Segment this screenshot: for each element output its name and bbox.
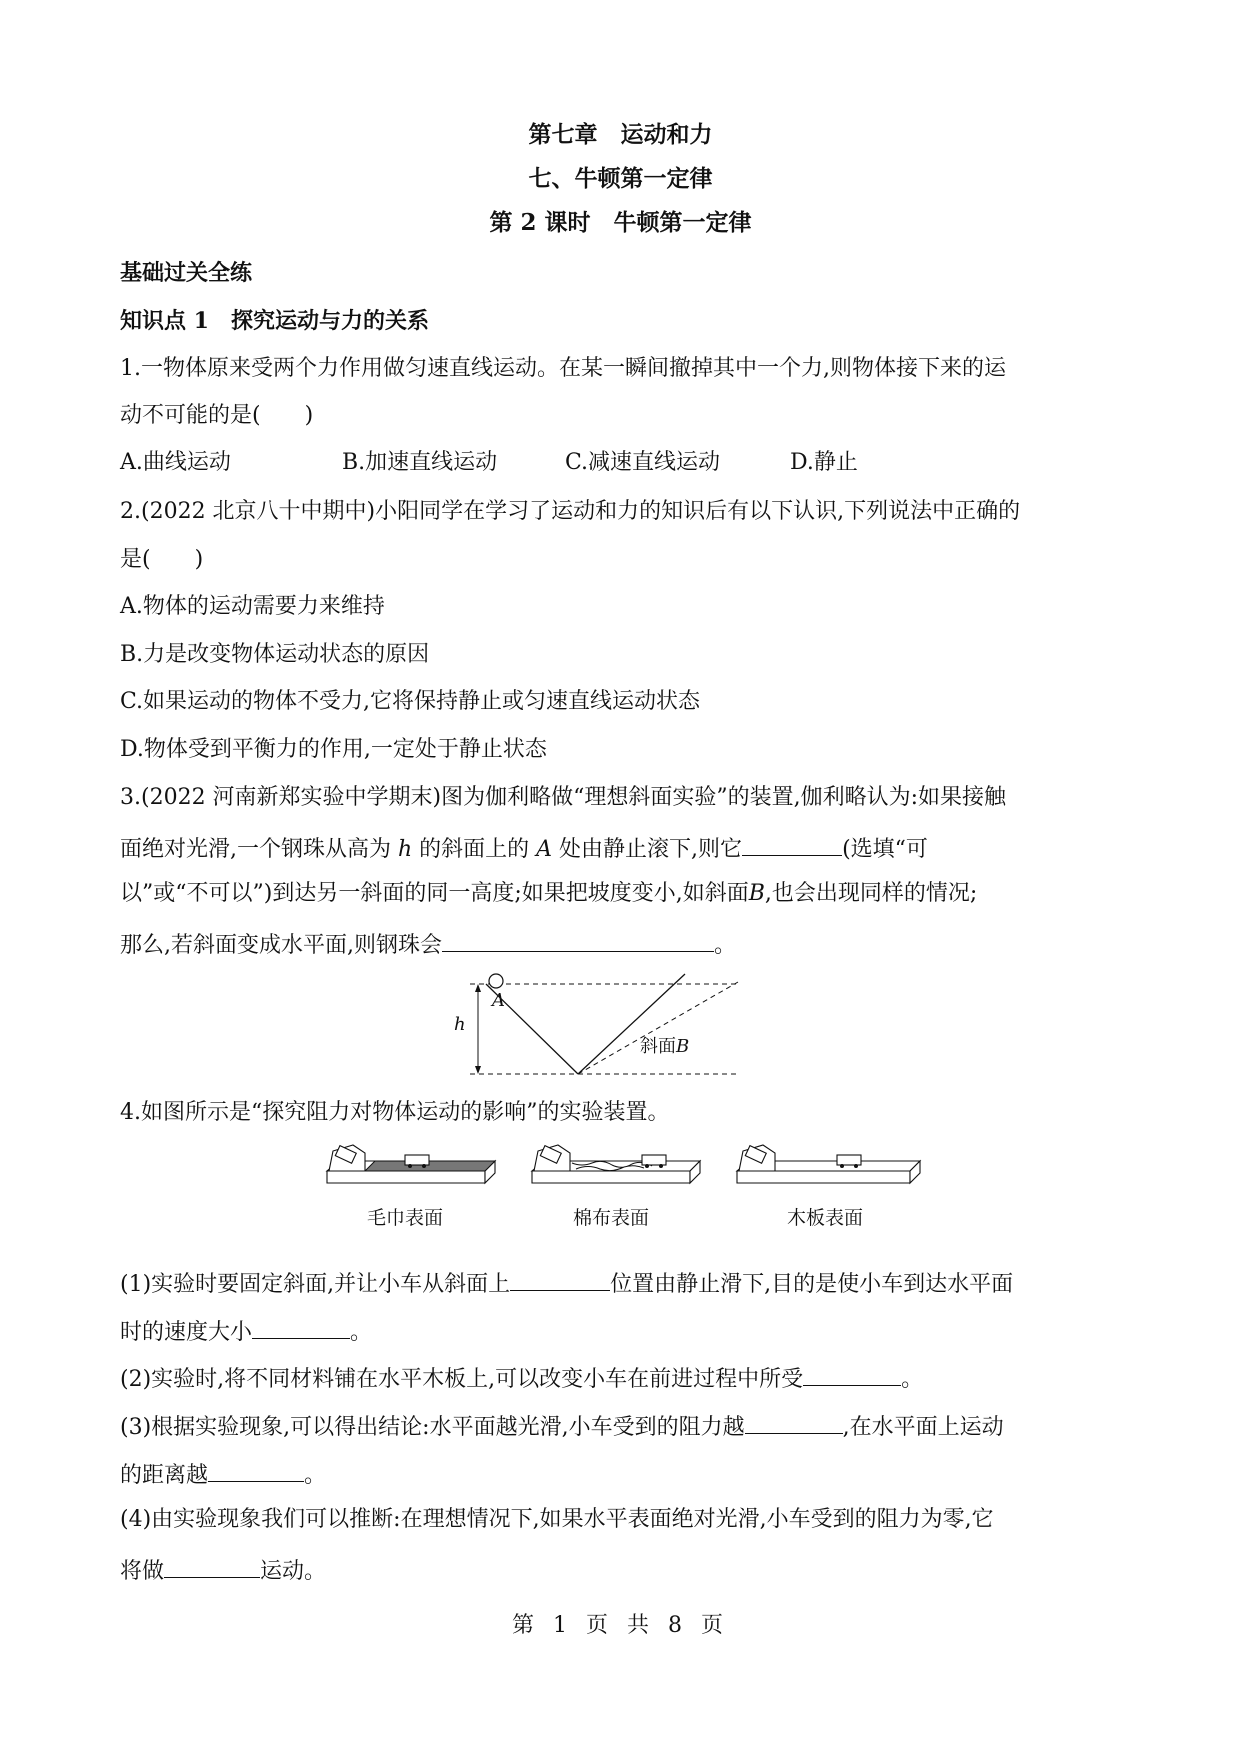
q3-text-a: 面绝对光滑,一个钢珠从高为: [120, 837, 398, 862]
section-title: 七、牛顿第一定律: [528, 165, 713, 192]
q3-stem-line3: [120, 879, 977, 909]
q3-text-f: ,也会出现同样的情况;: [764, 881, 978, 906]
q1-option-a: A.曲线运动: [120, 450, 231, 475]
q4-p3-text-a: (3)根据实验现象,可以得出结论:水平面越光滑,小车受到的阻力越: [120, 1415, 745, 1440]
q4-answer-blank-5[interactable]: [208, 1457, 304, 1482]
chapter-title: 第七章 运动和力: [528, 121, 713, 148]
q3-text-h: 。: [714, 933, 737, 958]
q4-part2: [120, 1361, 923, 1391]
q3-stem-line1: 3.(2022 河南新郑实验中学期末)图为伽利略做“理想斜面实验”的装置,伽利略认为:如果接触: [120, 785, 1007, 810]
lesson-title: 第 2 课时 牛顿第一定律: [489, 209, 752, 236]
q4-p1-text-c: 时的速度大小: [120, 1320, 253, 1345]
q3-text-d: (选填“可: [842, 837, 928, 862]
q3-text-g: 那么,若斜面变成水平面,则钢珠会: [120, 933, 442, 958]
q4-part1-line1: [120, 1266, 1013, 1296]
page-footer: 第 1 页 共 8 页: [512, 1613, 729, 1638]
q1-stem-line1: 1.一物体原来受两个力作用做匀速直线运动。在某一瞬间撤掉其中一个力,则物体接下来的运: [120, 356, 1006, 381]
figure-label-a: A: [492, 990, 505, 1011]
practice-heading: 基础过关全练: [120, 260, 253, 286]
q4-answer-blank-6[interactable]: [164, 1553, 260, 1578]
q4-p3-text-d: 。: [304, 1463, 327, 1488]
q1-stem-line2: 动不可能的是( ): [120, 403, 314, 428]
figure-label-slope-var: B: [676, 1036, 690, 1057]
caption-cotton: 棉布表面: [573, 1207, 650, 1229]
incline-steep: [578, 974, 685, 1074]
q2-stem-line2: 是( ): [120, 547, 204, 572]
q3-answer-blank-2[interactable]: [442, 927, 714, 952]
q1-option-b: B.加速直线运动: [342, 450, 498, 475]
q4-p1-text-a: (1)实验时要固定斜面,并让小车从斜面上: [120, 1272, 511, 1297]
q4-part1-line2: [120, 1314, 372, 1344]
q4-p3-text-c: 的距离越: [120, 1463, 209, 1488]
towel-setup: [327, 1145, 495, 1183]
caption-towel: 毛巾表面: [367, 1207, 444, 1229]
q2-option-d: D.物体受到平衡力的作用,一定处于静止状态: [120, 737, 547, 762]
cotton-setup: [532, 1145, 700, 1183]
q2-option-b: B.力是改变物体运动状态的原因: [120, 642, 430, 667]
q4-answer-blank-1[interactable]: [510, 1266, 610, 1291]
height-arrow-down: [475, 1066, 481, 1074]
figure-label-slope-text: 斜面: [640, 1036, 676, 1057]
q4-answer-blank-4[interactable]: [745, 1409, 843, 1434]
knowledge-point-heading: 知识点 1 探究运动与力的关系: [120, 308, 429, 334]
q4-intro: 4.如图所示是“探究阻力对物体运动的影响”的实验装置。: [120, 1100, 670, 1125]
q2-option-a: A.物体的运动需要力来维持: [120, 594, 385, 619]
q4-p2-text-b: 。: [901, 1367, 924, 1392]
q3-stem-line4: [120, 927, 736, 957]
q3-var-b: B: [748, 881, 765, 906]
q1-options: [120, 448, 1120, 478]
q4-p1-text-d: 。: [350, 1320, 373, 1345]
q1-option-c: C.减速直线运动: [565, 450, 721, 475]
q4-p3-text-b: ,在水平面上运动: [842, 1415, 1004, 1440]
caption-wood: 木板表面: [787, 1207, 864, 1229]
q1-option-d: D.静止: [790, 450, 858, 475]
figure-label-slope-b: [640, 1032, 689, 1058]
figure-label-h: h: [454, 1014, 466, 1035]
q4-part4-line2: [120, 1553, 326, 1583]
wood-setup: [737, 1145, 920, 1183]
q2-stem-line1: 2.(2022 北京八十中期中)小阳同学在学习了运动和力的知识后有以下认识,下列说法中正确的: [120, 499, 1021, 524]
q4-answer-blank-3[interactable]: [803, 1361, 901, 1386]
q2-option-c: C.如果运动的物体不受力,它将保持静止或匀速直线运动状态: [120, 689, 701, 714]
friction-experiment-figure: [325, 1143, 925, 1229]
q4-p4-text-c: 运动。: [260, 1559, 327, 1584]
q3-stem-line2: [120, 831, 928, 861]
q4-answer-blank-2[interactable]: [252, 1314, 350, 1339]
q3-text-b: 的斜面上的: [412, 837, 537, 862]
q4-p1-text-b: 位置由静止滑下,目的是使小车到达水平面: [610, 1272, 1014, 1297]
q3-var-h: h: [398, 837, 413, 862]
q4-p2-text-a: (2)实验时,将不同材料铺在水平木板上,可以改变小车在前进过程中所受: [120, 1367, 804, 1392]
friction-diagrams: [325, 1143, 925, 1203]
q4-part3-line2: [120, 1457, 326, 1487]
incline-diagram: [440, 970, 750, 1078]
q3-text-c: 处由静止滚下,则它: [552, 837, 743, 862]
incline-figure: [440, 970, 750, 1078]
q3-var-a: A: [536, 837, 553, 862]
q3-text-e: 以”或“不可以”)到达另一斜面的同一高度;如果把坡度变小,如斜面: [120, 881, 749, 906]
q4-part3-line1: [120, 1409, 1004, 1439]
incline-b: [578, 982, 738, 1074]
q3-answer-blank-1[interactable]: [742, 831, 842, 856]
q4-part4-line1: (4)由实验现象我们可以推断:在理想情况下,如果水平表面绝对光滑,小车受到的阻力为零,它: [120, 1507, 994, 1532]
q4-p4-text-b: 将做: [120, 1559, 165, 1584]
steel-ball: [489, 974, 503, 988]
height-arrow-up: [475, 984, 481, 992]
